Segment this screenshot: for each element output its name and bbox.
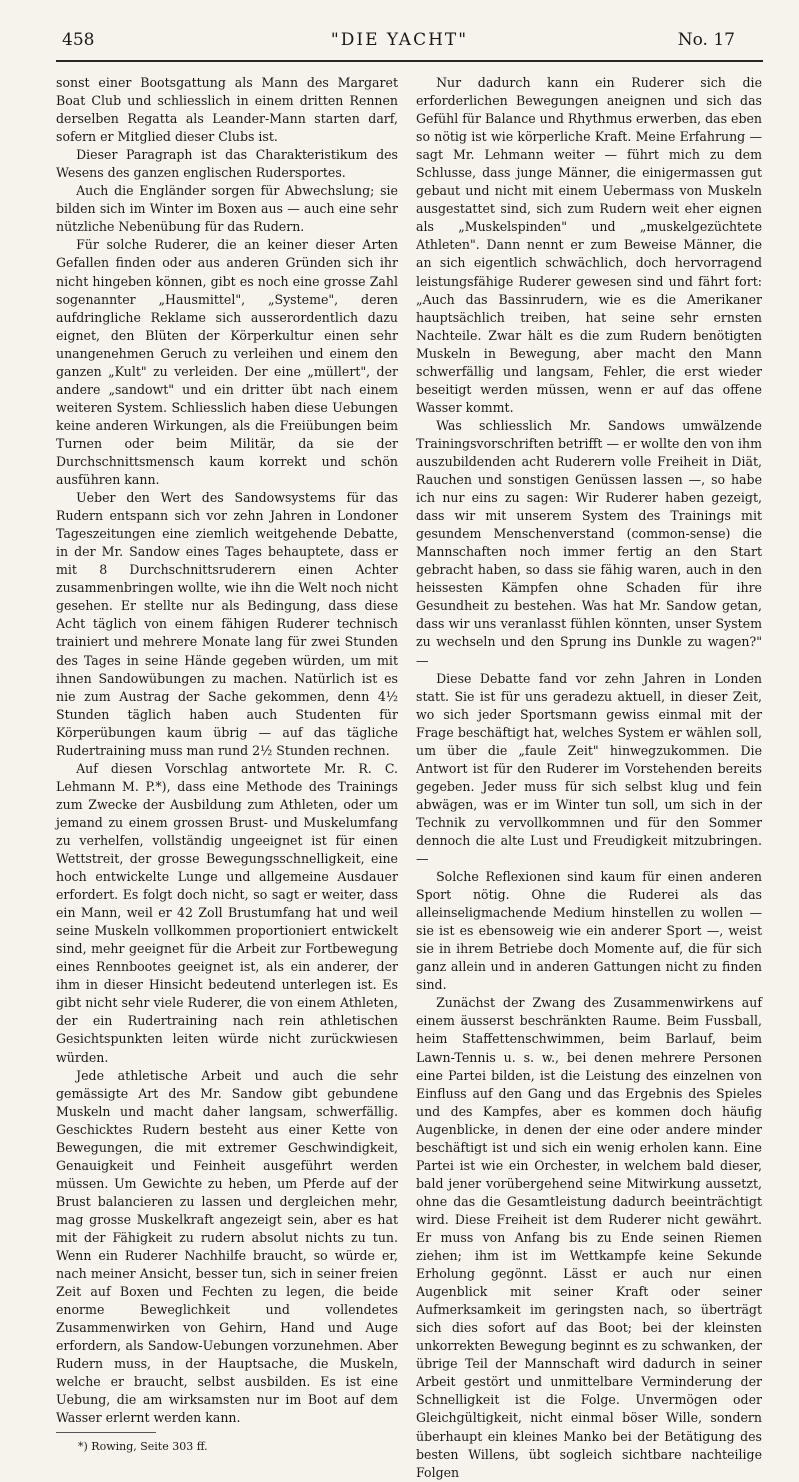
footnote-separator	[56, 1432, 156, 1433]
paragraph: Zunächst der Zwang des Zusammenwirkens auf einem äusserst beschränkten Raume. Beim Fussball, heim Staffettenschwimmen, beim Barlauf, beim Lawn-Tennis u. s. w., bei denen mehrere Personen eine Partei bilden, ist die Leistung des einzelnen von Einfluss auf den Gang und das Ergebnis des Spieles und des Kampfes, aber es kommen doch häufig Augenblicke, in denen der eine oder andere minder beschäftigt ist und sich ein wenig erholen kann. Eine Partei ist wie ein Orchester, in welchem bald dieser, bald jener vorübergehend seine Mitwirkung aussetzt, ohne das die Gesamtleistung dadurch beeinträchtigt wird. Diese Freiheit ist dem Ruderer nicht gewährt. Er muss von Anfang bis zu Ende seinen Riemen ziehen; ihm ist im Wettkampfe keine Sekunde Erholung gegönnt. Lässt er auch nur einen Augenblick mit seiner Kraft oder seiner Aufmerksamkeit im geringsten nach, so überträgt sich dies sofort auf das Boot; bei der kleinsten unkorrekten Bewegung beginnt es zu schwanken, der übrige Teil der Mannschaft wird dadurch in seiner Arbeit gestört und unmittelbare Verminderung der Schnelligkeit ist die Folge. Unvermögen oder Gleichgültigkeit, nicht einmal böser Wille, sondern überhaupt ein kleines Manko bei der Betätigung des besten Willens, übt sogleich sichtbare nachteilige Folgen	[416, 995, 762, 1480]
paragraph: Dieser Paragraph ist das Charakteristikum des Wesens des ganzen englischen Rudersportes.	[56, 147, 398, 181]
header-rule	[56, 60, 763, 62]
paragraph: Was schliesslich Mr. Sandows umwälzende Trainingsvorschriften betrifft — er wollte den von ihm auszubildenden acht Ruderern volle Freiheit in Diät, Rauchen und sonstigen Genüssen lassen —, so habe ich nur eins zu sagen: Wir Ruderer haben gezeigt, dass wir mit unserem System des Trainings mit gesundem Menschenverstand (common-sense) die Mannschaften noch immer fertig an den Start gebracht haben, so dass sie fähig waren, auch in den heissesten Kämpfen ohne Schaden für ihre Gesundheit zu bestehen. Was hat Mr. Sandow getan, dass wir uns veranlasst fühlen könnten, unser System zu wechseln und den Sprung ins Dunkle zu wagen?" —	[416, 417, 762, 668]
page-number: 458	[62, 30, 95, 50]
paragraph: Für solche Ruderer, die an keiner dieser Arten Gefallen finden oder aus anderen Gründen sich ihr nicht hingeben können, gibt es noch eine grosse Zahl sogenannter „Hausmittel", „Systeme", deren aufdringliche Reklame sich ausserordentlich dazu eignet, den Blüten der Körperkultur einen sehr unangenehmen Geruch zu verleihen und einem den ganzen „Kult" zu verleiden. Der eine „müllert", der andere „sandowt" und ein dritter übt nach einem weiteren System. Schliesslich haben diese Uebungen keine anderen Wirkungen, als die Freiübungen beim Turnen oder beim Militär, da sie der Durchschnittsmensch kaum korrekt und schön ausführen kann.	[56, 237, 398, 488]
footnote: *) Rowing, Seite 303 ff.	[78, 1439, 208, 1453]
left-column	[56, 74, 398, 1454]
right-column	[416, 74, 762, 1482]
paragraph: Solche Reflexionen sind kaum für einen anderen Sport nötig. Ohne die Ruderei als das alleinseligmachende Medium hinstellen zu wollen — sie ist es ebensoweig wie ein anderer Sport —, weist sie in ihrem Betriebe doch Momente auf, die für sich ganz allein und in anderen Gattungen nicht zu finden sind.	[416, 869, 762, 993]
paragraph: Nur dadurch kann ein Ruderer sich die erforderlichen Bewegungen aneignen und sich das Gefühl für Balance und Rhythmus erwerben, das eben so nötig ist wie körperliche Kraft. Meine Erfahrung — sagt Mr. Lehmann weiter — führt mich zu dem Schlusse, dass junge Männer, die einigermassen gut gebaut und nicht mit einem Uebermass von Muskeln ausgestattet sind, sich zum Rudern weit eher eignen als „Muskelspinden" und „muskelgezüchtete Athleten". Dann nennt er zum Beweise Männer, die an sich eigentlich schwächlich, doch hervorragend leistungsfähige Ruderer gewesen sind und fährt fort: „Auch das Bassinrudern, wie es die Amerikaner hauptsächlich treiben, hat seine sehr ernsten Nachteile. Zwar hält es die zum Rudern benötigten Muskeln in Bewegung, aber macht den Mann schwerfällig und langsam, Fehler, die erst wieder beseitigt werden müssen, wenn er auf das offene Wasser kommt.	[416, 75, 763, 415]
paragraph: Diese Debatte fand vor zehn Jahren in Londen statt. Sie ist für uns geradezu aktuell, in dieser Zeit, wo sich jeder Sportsmann gewiss einmal mit der Frage beschäftigt hat, welches System er wählen soll, um über die „faule Zeit" hinwegzukommen. Die Antwort ist für den Ruderer im Vorstehenden bereits gegeben. Jeder muss für sich selbst klug und fein abwägen, was er im Winter tun soll, um sich in der Technik zu vervollkommnen und für den Sommer dennoch die alte Lust und Freudigkeit mitzubringen. —	[416, 670, 762, 867]
journal-title: "DIE YACHT"	[330, 30, 469, 50]
paragraph: Auch die Engländer sorgen für Abwechslung; sie bilden sich im Winter im Boxen aus — auch eine sehr nützliche Nebenübung für das Rudern.	[56, 183, 398, 235]
issue-number: No. 17	[677, 30, 735, 50]
paragraph: sonst einer Bootsgattung als Mann des Margaret Boat Club und schliesslich in einem dritten Rennen derselben Regatta als Leander-Mann starten darf, sofern er Mitglied dieser Clubs ist.	[56, 75, 398, 145]
paragraph: Auf diesen Vorschlag antwortete Mr. R. C. Lehmann M. P.*), dass eine Methode des Trainings zum Zwecke der Ausbildung zum Athleten, oder um jemand zu einem grossen Brust- und Muskelumfang zu verhelfen, vollständig ungeeignet ist für einen Wettstreit, der grosse Bewegungsschnelligkeit, eine hoch entwickelte Lunge und allgemeine Ausdauer erfordert. Es folgt doch nicht, so sagt er weiter, dass ein Mann, weil er 42 Zoll Brustumfang hat und weil seine Muskeln vollkommen proportioniert entwickelt sind, mehr geeignet für die Arbeit zur Fortbewegung eines Rennbootes geeignet ist, als ein anderer, der ihm in dieser Hinsicht bedeutend unterlegen ist. Es gibt nicht sehr viele Ruderer, die von einem Athleten, der ein Rudertraining nach rein athletischen Gesichtspunkten leiten würde nicht zurückwiesen würden.	[56, 760, 398, 1065]
paragraph: Jede athletische Arbeit und auch die sehr gemässigte Art des Mr. Sandow gibt gebundene Muskeln und macht daher langsam, schwerfällig. Geschicktes Rudern besteht aus einer Kette von Bewegungen, die mit extremer Geschwindigkeit, Genauigkeit und Feinheit ausgeführt werden müssen. Um Gewichte zu heben, um Pferde auf der Brust balancieren zu lassen und dergleichen mehr, mag grosse Muskelkraft angezeigt sein, aber es hat mit der Fähigkeit zu rudern absolut nichts zu tun. Wenn ein Ruderer Nachhilfe braucht, so würde er, nach meiner Ansicht, besser tun, sich in seiner freien Zeit auf Boxen und Fechten zu legen, die beide enorme Beweglichkeit und vollendetes Zusammenwirken von Gehirn, Hand und Auge erfordern, als Sandow-Uebungen vorzunehmen. Aber Rudern muss, in der Hauptsache, die Muskeln, welche er braucht, selbst ausbilden. Es ist eine Uebung, die am wirksamsten nur im Boot auf dem Wasser erlernt werden kann.	[56, 1067, 398, 1426]
page-header	[0, 28, 799, 52]
paragraph: Ueber den Wert des Sandowsystems für das Rudern entspann sich vor zehn Jahren in Londoner Tageszeitungen eine ziemlich weitgehende Debatte, in der Mr. Sandow eines Tages behauptete, dass er mit 8 Durchschnittsruderern einen Achter zusammenbringen wollte, wie ihn die Welt noch nicht gesehen. Er stellte nur als Bedingung, dass diese Acht täglich von einem fähigen Ruderer technisch trainiert und mehrere Monate lang für zwei Stunden des Tages in seine Hände gegeben würden, um mit ihnen Sandowübungen zu machen. Natürlich ist es nie zum Austrag der Sache gekommen, denn 4½ Stunden täglich haben auch Studenten für Körperübungen kaum übrig — auf das tägliche Rudertraining muss man rund 2½ Stunden rechnen.	[56, 490, 398, 758]
